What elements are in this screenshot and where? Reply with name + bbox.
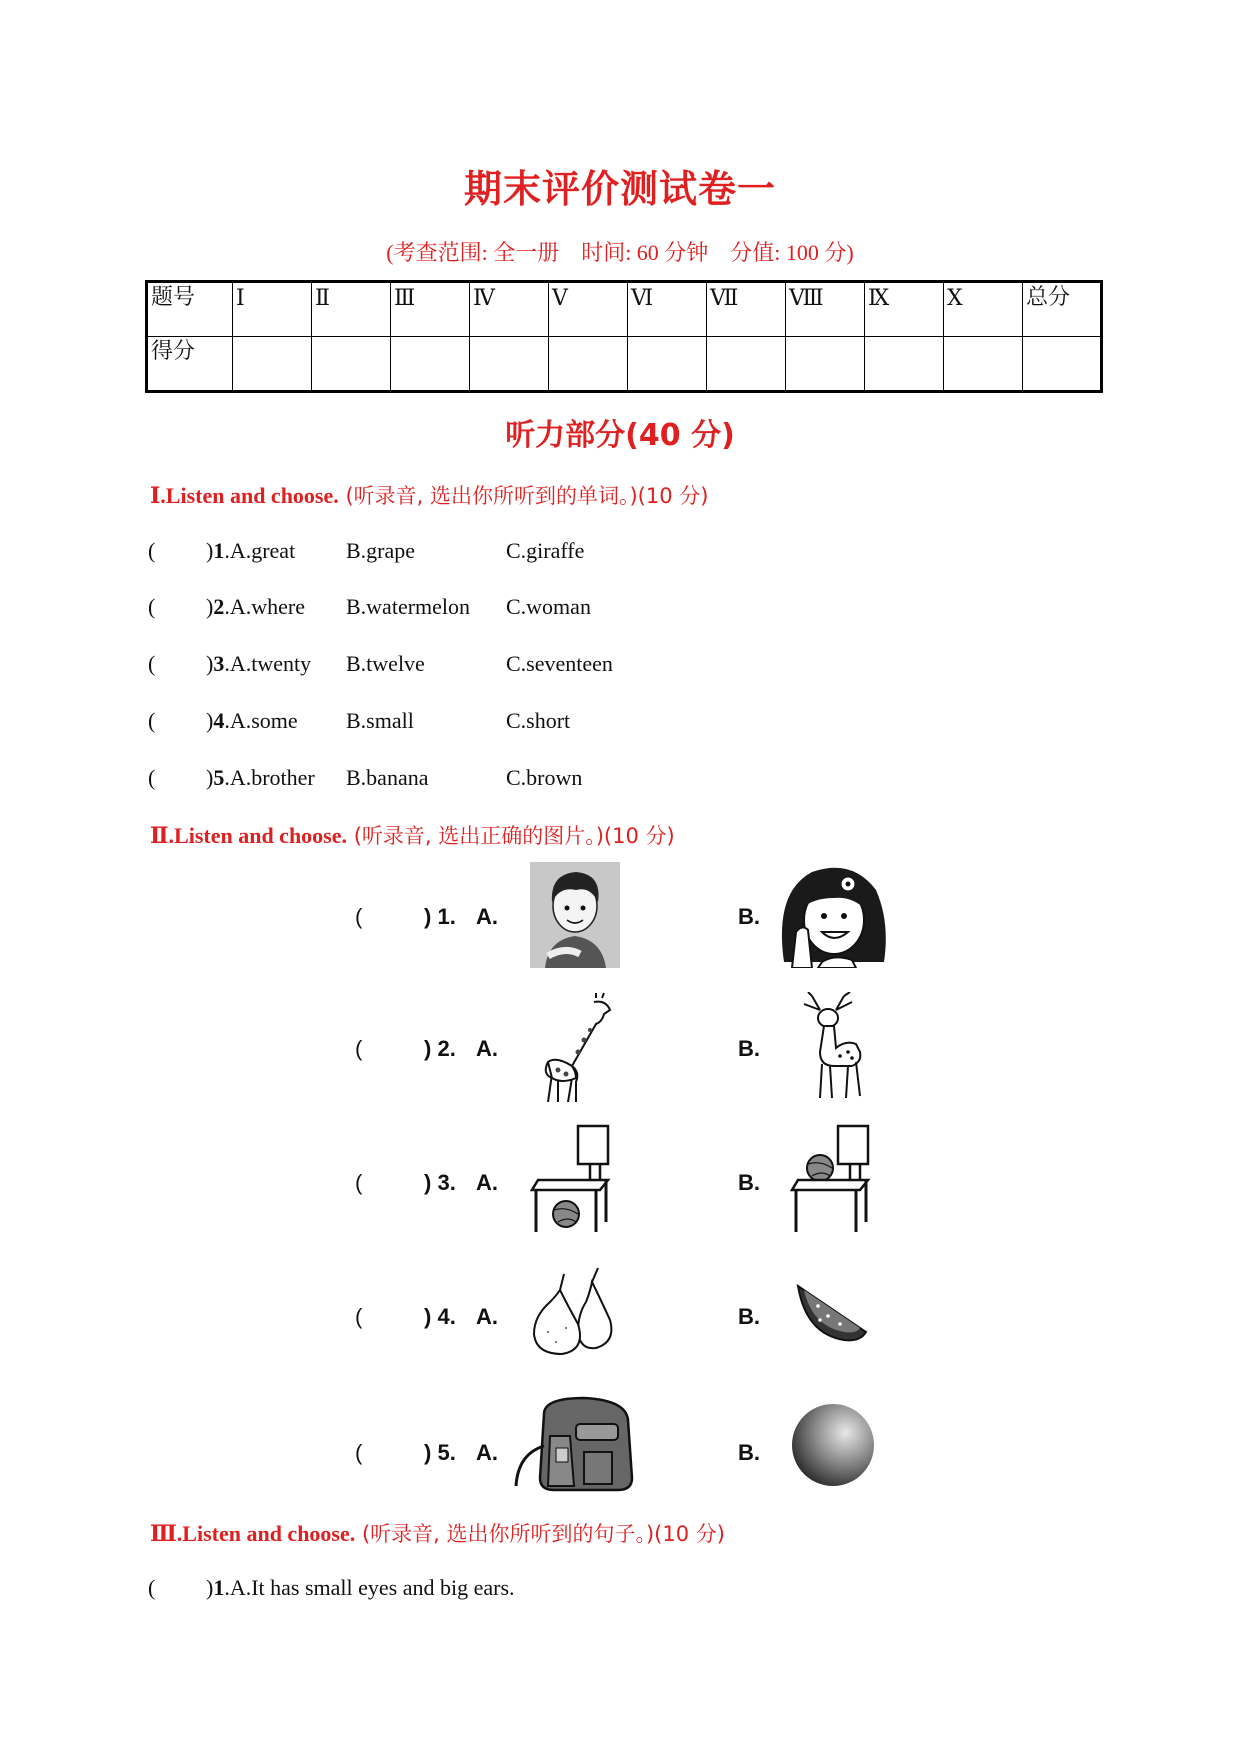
score-cell[interactable]: [786, 337, 865, 392]
s2-question-1: [0, 862, 1240, 982]
section-1-title: [150, 480, 708, 510]
option-b-label: B.: [738, 904, 760, 929]
option-b: B.twelve: [346, 651, 425, 676]
question-number-text: 4.: [437, 1304, 456, 1329]
score-header-cell: Ⅲ: [391, 282, 470, 337]
score-header-cell: 题号: [147, 282, 233, 337]
question-number: [424, 1440, 456, 1466]
answer-blank[interactable]: (: [148, 1575, 156, 1600]
question-number: [424, 1170, 456, 1196]
question-number-text: 5.: [437, 1440, 456, 1465]
section-2-title-cn: (听录音, 选出正确的图片。)(10 分): [347, 824, 675, 848]
option-a: .A.where: [224, 594, 305, 619]
question-stem: [206, 708, 298, 734]
question-number: 2: [213, 594, 225, 619]
question-stem: [206, 1575, 515, 1601]
score-header-cell: Ⅸ: [865, 282, 944, 337]
option-b: B.small: [346, 708, 414, 733]
option-a: .A.It has small eyes and big ears.: [224, 1575, 515, 1600]
question-number: 4: [213, 708, 225, 733]
paren-close: ): [206, 1575, 214, 1600]
boy-icon[interactable]: [530, 862, 620, 968]
option-a: .A.brother: [224, 765, 315, 790]
question-number: [424, 1036, 456, 1062]
question-stem: [206, 651, 311, 677]
paren-close: ): [424, 1304, 432, 1329]
option-b-label: B.: [738, 1440, 760, 1465]
option-c: C.brown: [506, 765, 583, 790]
section-1-title-cn: (听录音, 选出你所听到的单词。)(10 分): [338, 484, 709, 508]
section-1-title-en: Ⅰ.Listen and choose.: [150, 483, 339, 508]
option-c: C.seventeen: [506, 651, 613, 676]
option-a: .A.great: [224, 538, 296, 563]
score-cell[interactable]: [944, 337, 1023, 392]
score-cell[interactable]: [707, 337, 786, 392]
score-cell[interactable]: [312, 337, 391, 392]
question-number: 3: [213, 651, 225, 676]
page-title: 期末评价测试卷一: [463, 167, 776, 211]
answer-blank[interactable]: (: [355, 904, 363, 929]
section-3-title-en: Ⅲ.Listen and choose.: [150, 1521, 356, 1546]
section-3-title-cn: (听录音, 选出你所听到的句子。)(10 分): [355, 1522, 725, 1546]
question-number: 5: [213, 765, 225, 790]
question-number: 1: [213, 1575, 225, 1600]
option-a-label: A.: [476, 1036, 498, 1061]
paren-close: ): [206, 594, 214, 619]
option-b: B.watermelon: [346, 594, 471, 619]
answer-blank[interactable]: (: [355, 1304, 363, 1329]
paren-close: ): [206, 708, 214, 733]
question-number-text: 2.: [437, 1036, 456, 1061]
option-c: C.short: [506, 708, 571, 733]
part-title-listening: 听力部分(40 分): [505, 418, 735, 453]
option-c: C.woman: [506, 594, 591, 619]
score-cell[interactable]: [391, 337, 470, 392]
question-stem: [206, 538, 295, 564]
score-table: [145, 280, 1103, 393]
option-b: B.banana: [346, 765, 429, 790]
answer-blank[interactable]: (: [355, 1440, 363, 1465]
score-table-score-row: [147, 337, 1102, 392]
option-a: .A.some: [224, 708, 298, 733]
score-cell[interactable]: [628, 337, 707, 392]
paren-close: ): [206, 538, 214, 563]
paren-close: ): [424, 904, 432, 929]
score-cell[interactable]: [865, 337, 944, 392]
option-a-label: A.: [476, 1440, 498, 1465]
ball-on-chair-icon[interactable]: [790, 1122, 880, 1238]
score-cell[interactable]: [470, 337, 549, 392]
answer-blank[interactable]: (: [148, 765, 156, 790]
option-b-label: B.: [738, 1170, 760, 1195]
watermelon-slice-icon[interactable]: [796, 1282, 868, 1344]
score-table-header-row: [147, 282, 1102, 337]
giraffe-icon[interactable]: [532, 992, 622, 1104]
answer-blank[interactable]: (: [148, 538, 156, 563]
question-stem: [206, 765, 315, 791]
score-cell[interactable]: [549, 337, 628, 392]
option-a-label: A.: [476, 1170, 498, 1195]
score-header-cell: Ⅶ: [707, 282, 786, 337]
s2-question-5: [0, 1396, 1240, 1516]
answer-blank[interactable]: (: [355, 1170, 363, 1195]
option-b-label: B.: [738, 1304, 760, 1329]
score-cell[interactable]: [1023, 337, 1102, 392]
question-number: [424, 1304, 456, 1330]
answer-blank[interactable]: (: [148, 708, 156, 733]
deer-icon[interactable]: [790, 992, 880, 1104]
s2-question-3: [0, 1120, 1240, 1240]
option-b-label: B.: [738, 1036, 760, 1061]
s2-question-2: [0, 988, 1240, 1108]
score-header-cell: Ⅰ: [233, 282, 312, 337]
option-a: .A.twenty: [224, 651, 312, 676]
s2-question-4: [0, 1262, 1240, 1382]
score-cell[interactable]: [233, 337, 312, 392]
option-a-label: A.: [476, 1304, 498, 1329]
answer-blank[interactable]: (: [355, 1036, 363, 1061]
paren-close: ): [424, 1036, 432, 1061]
option-a-label: A.: [476, 904, 498, 929]
answer-blank[interactable]: (: [148, 651, 156, 676]
paren-close: ): [424, 1170, 432, 1195]
option-c: C.giraffe: [506, 538, 585, 563]
paren-close: ): [424, 1440, 432, 1465]
score-header-cell: 总分: [1023, 282, 1102, 337]
score-header-cell: Ⅷ: [786, 282, 865, 337]
score-header-cell: Ⅵ: [628, 282, 707, 337]
pears-icon[interactable]: [530, 1262, 620, 1358]
paren-close: ): [206, 765, 214, 790]
ball-under-chair-icon[interactable]: [530, 1122, 620, 1238]
question-number: [424, 904, 456, 930]
score-header-cell: Ⅹ: [944, 282, 1023, 337]
question-number: 1: [213, 538, 225, 563]
question-stem: [206, 594, 305, 620]
section-3-title: [150, 1518, 725, 1548]
score-header-cell: Ⅳ: [470, 282, 549, 337]
ball-icon[interactable]: [790, 1402, 876, 1488]
paren-close: ): [206, 651, 214, 676]
score-header-cell: Ⅱ: [312, 282, 391, 337]
section-2-title-en: Ⅱ.Listen and choose.: [150, 823, 348, 848]
option-b: B.grape: [346, 538, 416, 563]
answer-blank[interactable]: (: [148, 594, 156, 619]
exam-info: (考查范围: 全一册 时间: 60 分钟 分值: 100 分): [386, 240, 854, 265]
score-row-label: 得分: [147, 337, 233, 392]
score-header-cell: Ⅴ: [549, 282, 628, 337]
question-number-text: 3.: [437, 1170, 456, 1195]
section-2-title: [150, 820, 675, 850]
question-number-text: 1.: [437, 904, 456, 929]
girl-icon[interactable]: [772, 862, 892, 968]
schoolbag-icon[interactable]: [514, 1396, 636, 1494]
